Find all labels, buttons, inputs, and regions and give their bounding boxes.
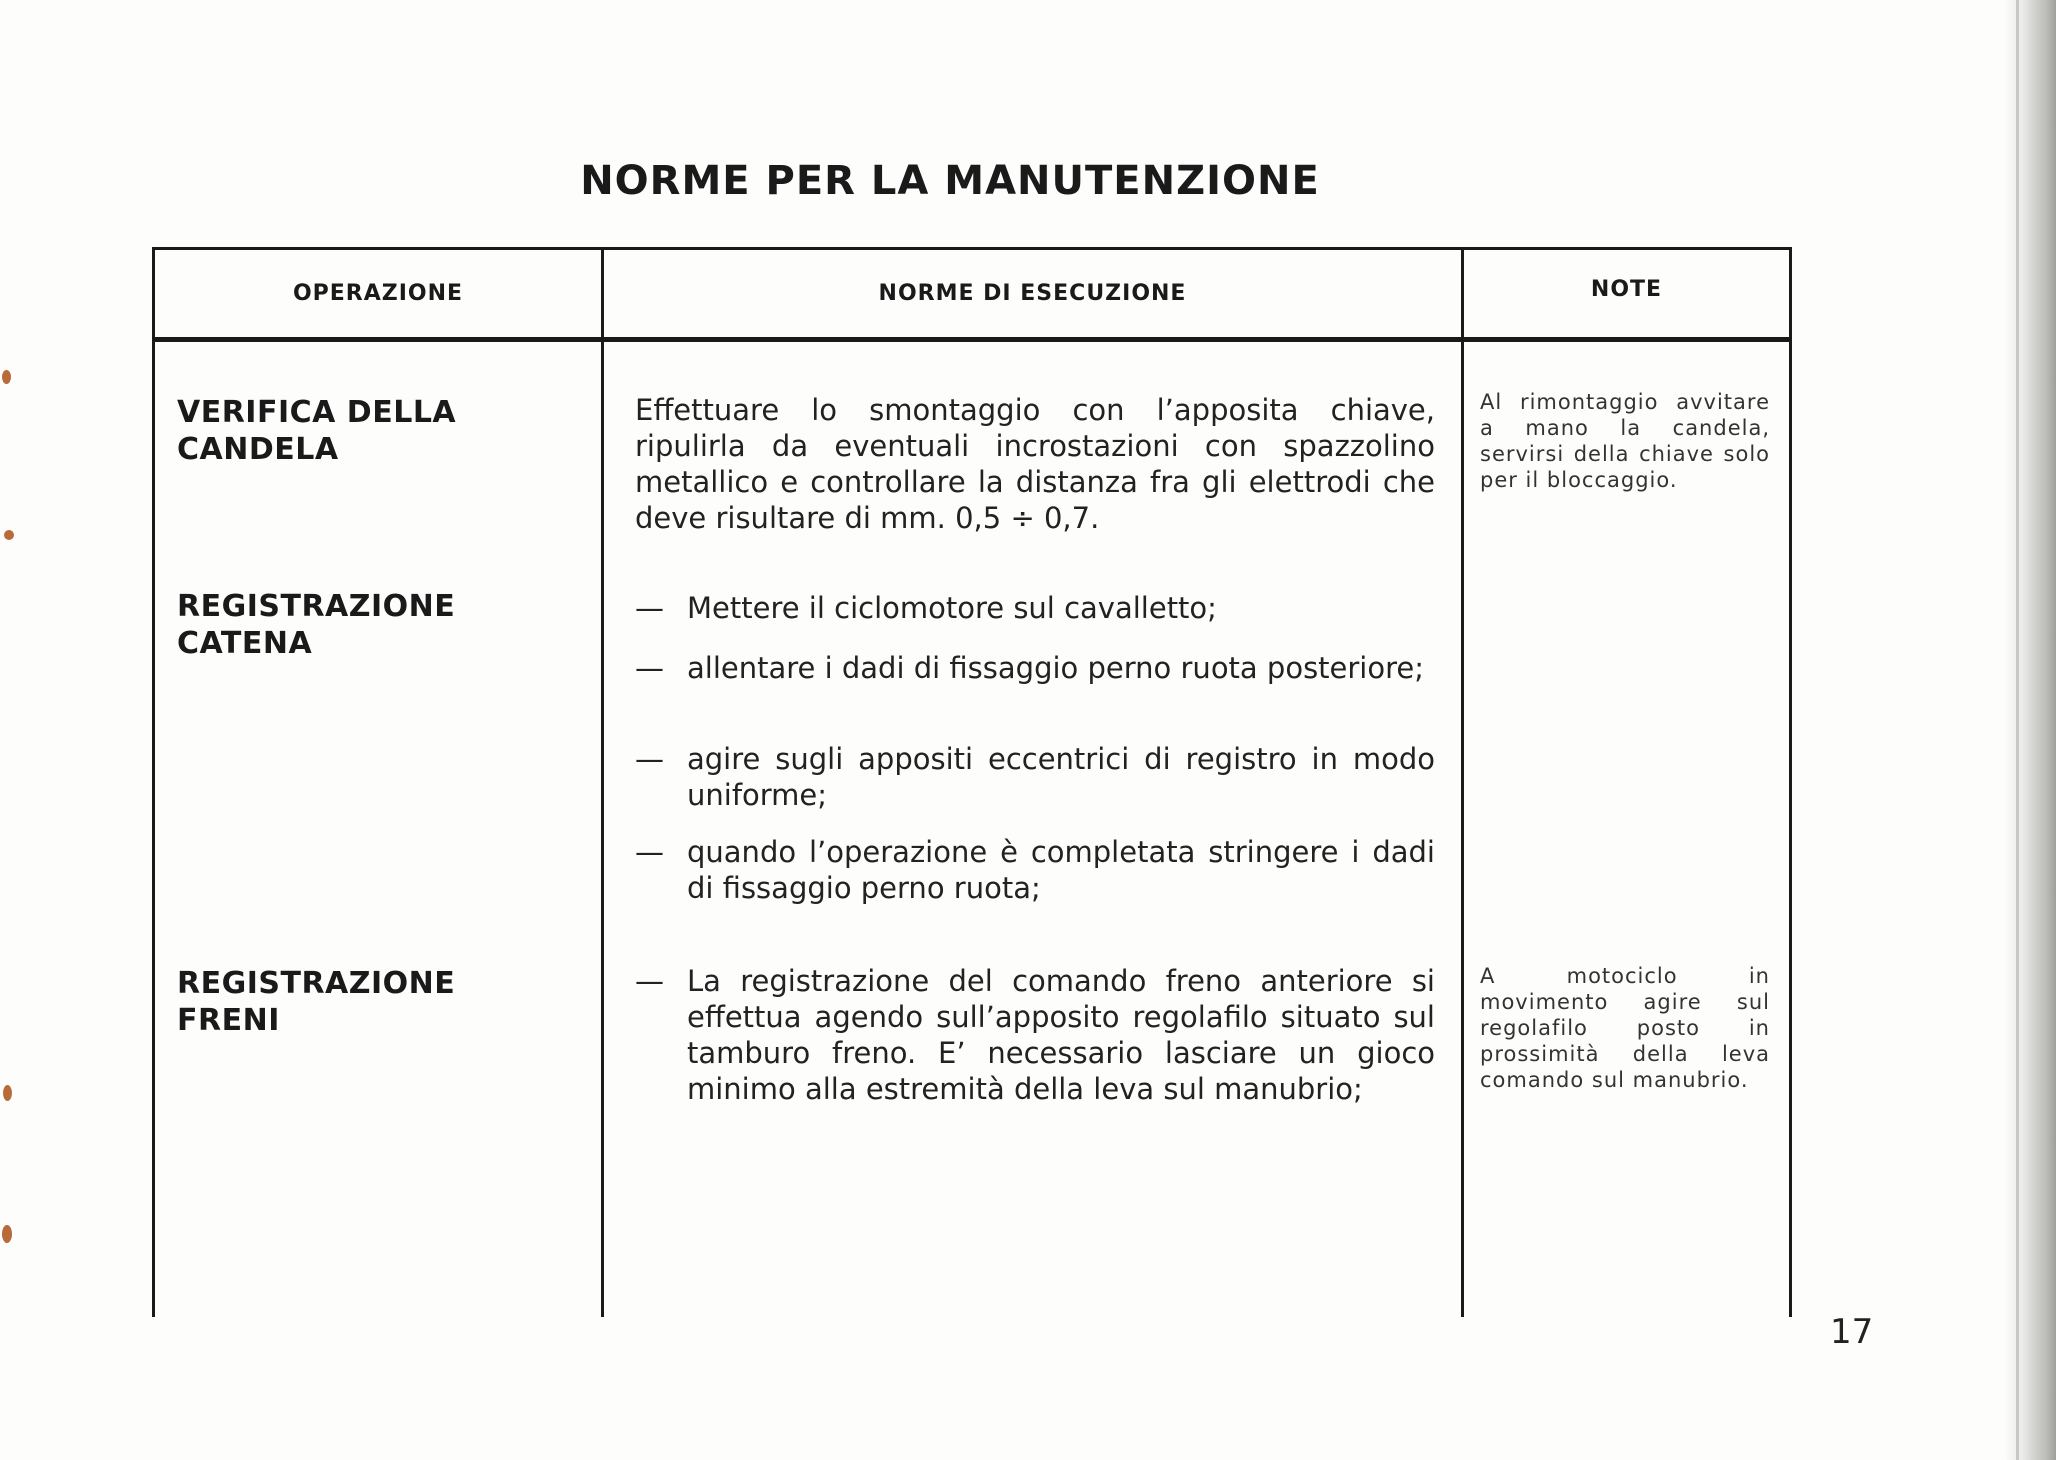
table-right-border	[1789, 247, 1792, 1317]
column-header-instructions: NORME DI ESECUZIONE	[878, 281, 1187, 306]
table-top-border	[152, 247, 1792, 250]
dash-bullet: —	[635, 591, 664, 625]
operation-brake-adjustment: REGISTRAZIONE FRENI	[177, 966, 456, 1038]
chain-step-3	[635, 741, 1435, 813]
list-item-text: La registrazione del comando freno anteriore si effettua agendo sull’apposito regolafilo situato sul tamburo freno. E’ necessario lasciare un gioco minimo alla estremità della leva sul manubrio;	[687, 964, 1435, 1106]
list-item-text: agire sugli appositi eccentrici di registro in modo uniforme;	[687, 742, 1435, 812]
dash-bullet: —	[635, 742, 664, 776]
header-divider	[152, 337, 1792, 342]
column-divider-1	[601, 247, 604, 1317]
dash-bullet: —	[635, 651, 664, 685]
list-item-text: quando l’operazione è completata stringere i dadi di fissaggio perno ruota;	[687, 835, 1435, 905]
operation-spark-plug-check: VERIFICA DELLA CANDELA	[177, 395, 457, 467]
chain-step-1	[635, 590, 1435, 626]
note-brake-adjustment: A motociclo in movimento agire sul regolafilo posto in prossimità della leva comando sul manubrio.	[1480, 964, 1770, 1092]
table-left-border	[152, 247, 155, 1317]
rust-speck	[4, 530, 14, 540]
maintenance-table	[152, 247, 1792, 1317]
rust-speck	[2, 1225, 12, 1243]
dash-bullet: —	[635, 964, 664, 998]
rust-speck	[2, 370, 11, 384]
column-header-operation: OPERAZIONE	[292, 281, 464, 306]
page-number: 17	[1830, 1312, 1874, 1352]
operation-chain-adjustment: REGISTRAZIONE CATENA	[177, 589, 456, 661]
list-item-text: allentare i dadi di fissaggio perno ruota posteriore;	[687, 651, 1425, 685]
chain-step-4	[635, 834, 1435, 906]
chain-step-2	[635, 650, 1435, 686]
rust-speck	[3, 1085, 12, 1101]
column-header-notes: NOTE	[1590, 277, 1663, 302]
page-edge	[2006, 0, 2056, 1460]
list-item-text: Mettere il ciclomotore sul cavalletto;	[687, 591, 1217, 625]
brake-step-1	[635, 963, 1435, 1107]
page-title: NORME PER LA MANUTENZIONE	[580, 158, 1320, 204]
note-spark-plug-check: Al rimontaggio avvitare a mano la candela, servirsi della chiave solo per il bloccaggio.	[1480, 390, 1770, 492]
dash-bullet: —	[635, 835, 664, 869]
column-divider-2	[1461, 247, 1464, 1317]
instructions-spark-plug-check: Effettuare lo smontaggio con l’apposita chiave, ripulirla da eventuali incrostazioni con spazzolino metallico e controllare la distanza fra gli elettrodi che deve risultare di mm. 0,5 ÷ 0,7.	[635, 393, 1435, 535]
